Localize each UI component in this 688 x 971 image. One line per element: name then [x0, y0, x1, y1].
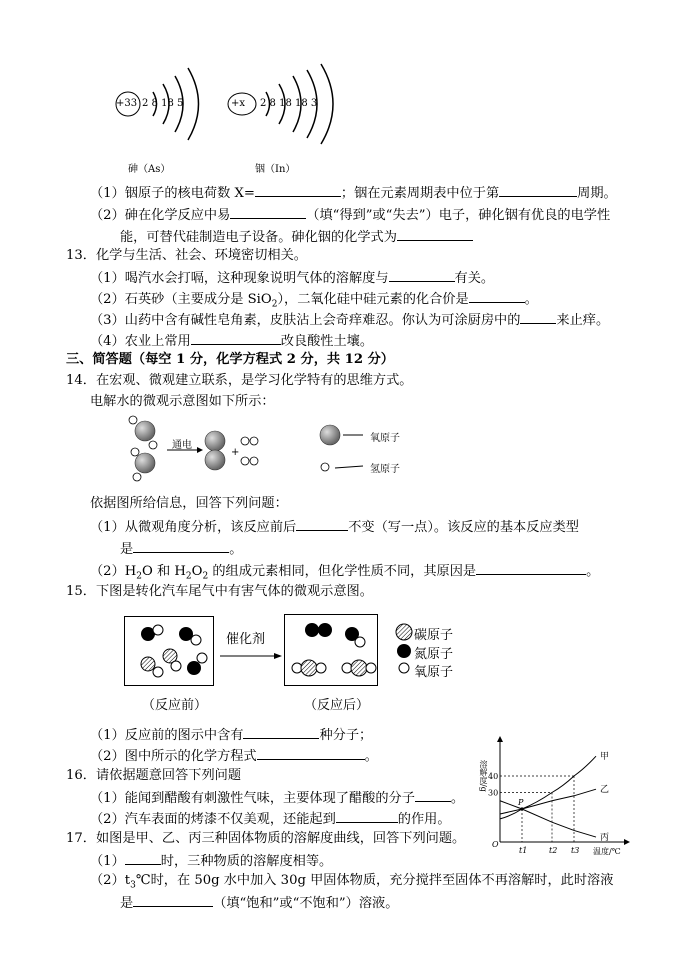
- indium-nucleus: +x: [231, 98, 246, 109]
- answer-blank[interactable]: [255, 184, 341, 197]
- before-label: （反应前）: [142, 698, 208, 713]
- q13-part3: （3）山药中含有碱性皂角素，皮肤沾上会奇痒难忍。你认为可涂厨房中的 来止痒。: [90, 313, 610, 328]
- q16-part1: （1）能闻到醋酸有刺激性气味，主要体现了醋酸的分子 。: [90, 791, 465, 806]
- q13-part1: （1）喝汽水会打嗝，这种现象说明气体的溶解度与 有关。: [90, 271, 495, 286]
- q17-part2: $(2)t_3℃$时，在 50g 水中加入 30g 甲固体物质，充分搅拌至固体不再溶解时，此时溶液: [90, 873, 614, 891]
- indium-shells: 2 8 18 18 3: [260, 98, 318, 109]
- legend-hydrogen: 氢原子: [370, 464, 400, 475]
- q17-stem: 17．如图是甲、乙、丙三种固体物质的溶解度曲线，回答下列问题。: [66, 831, 466, 846]
- indium-name: 铟（In）: [255, 164, 296, 175]
- legend-oxygen: 氧原子: [370, 433, 400, 444]
- answer-blank[interactable]: [133, 894, 213, 907]
- section-heading: 三、简答题（每空 1 分，化学方程式 2 分，共 12 分）: [66, 352, 394, 367]
- q14-part1-cont: 是 。: [120, 542, 243, 557]
- q12-part2-cont: 能，可替代硅制造电子设备。砷化铟的化学式为: [120, 228, 473, 246]
- answer-blank[interactable]: [191, 332, 281, 345]
- q17-part2-cont: 是 （填“饱和”或“不饱和”）溶液。: [120, 896, 399, 911]
- plus-sign: +: [231, 447, 240, 458]
- q12-part2: （2）砷在化学反应中易 （填“得到”或“失去”）电子，砷化铟有优良的电学性: [90, 208, 611, 223]
- q13-stem: 13．化学与生活、社会、环境密切相关。: [66, 248, 307, 263]
- arsenic-name: 砷（As）: [128, 164, 171, 175]
- answer-blank[interactable]: [389, 269, 455, 282]
- x-tick-label: t2: [549, 846, 558, 855]
- answer-blank[interactable]: [336, 810, 398, 823]
- series-label: 甲: [600, 752, 610, 763]
- arsenic-nucleus: +33: [116, 98, 138, 109]
- answer-blank[interactable]: [257, 747, 365, 760]
- q12-part1: （1）铟原子的核电荷数 X= ；铟在元素周期表中位于第 周期。: [90, 186, 617, 201]
- x-tick-label: t1: [519, 846, 528, 855]
- legend-oxygen-15: 氧原子: [414, 665, 454, 680]
- answer-blank[interactable]: [499, 184, 577, 197]
- chart-ylabel: 溶解度/g: [479, 760, 488, 792]
- after-label: （反应后）: [304, 698, 370, 713]
- answer-blank[interactable]: [469, 290, 525, 303]
- q16-stem: 16．请依据题意回答下列问题: [66, 768, 242, 783]
- chart-xlabel: 温度/℃: [593, 847, 621, 856]
- q15-stem: 15．下图是转化汽车尾气中有害气体的微观示意图。: [66, 584, 373, 599]
- q15-part1: （1）反应前的图示中含有 种分子；: [90, 728, 373, 743]
- q14-sub: 电解水的微观示意图如下所示：: [90, 394, 275, 409]
- arsenic-shells: 2 8 18 5: [142, 98, 184, 109]
- answer-blank[interactable]: [125, 852, 161, 865]
- answer-blank[interactable]: [243, 726, 319, 739]
- answer-blank[interactable]: [476, 562, 586, 575]
- curve-甲: [500, 756, 596, 819]
- series-label: 丙: [600, 833, 610, 844]
- legend-carbon: 碳原子: [414, 628, 454, 643]
- legend-nitrogen: 氮原子: [414, 647, 454, 662]
- series-label: 乙: [600, 785, 610, 796]
- answer-blank[interactable]: [397, 228, 473, 241]
- answer-blank[interactable]: [133, 540, 229, 553]
- answer-blank[interactable]: [296, 518, 348, 531]
- q16-part2: （2）汽车表面的烤漆不仅美观，还能起到 的作用。: [90, 812, 451, 827]
- chart-origin: O: [492, 840, 499, 849]
- x-tick-label: t3: [571, 846, 580, 855]
- q14-part1: （1）从微观角度分析，该反应前后 不变（写一点）。该反应的基本反应类型: [90, 520, 579, 535]
- answer-blank[interactable]: [230, 206, 306, 219]
- solubility-chart: [478, 736, 638, 860]
- curve-丙: [500, 801, 596, 837]
- answer-blank[interactable]: [415, 789, 451, 802]
- q15-part2: （2）图中所示的化学方程式 。: [90, 749, 378, 764]
- q14-part2: $(2)H_2O$ 和 $H_2O_2$ 的组成元素相同，但化学性质不同，其原因是 。: [90, 564, 600, 582]
- y-tick-label: 40: [488, 772, 499, 781]
- q13-part4: （4）农业上常用 改良酸性土壤。: [90, 334, 374, 349]
- arrow-label: 通电: [172, 440, 192, 451]
- q17-part1: （1） 时，三种物质的溶解度相等。: [90, 854, 333, 869]
- answer-blank[interactable]: [520, 311, 556, 324]
- q13-part2: （2）石英砂（主要成分是 SiO$_2$），二氧化硅中硅元素的化合价是 。: [90, 292, 538, 310]
- q14-stem: 14．在宏观、微观建立联系，是学习化学特有的思维方式。: [66, 373, 413, 388]
- curve-乙: [500, 789, 596, 814]
- q14-intro: 依据图所给信息，回答下列问题：: [90, 496, 288, 511]
- point-label: P: [518, 798, 524, 807]
- intersection-point: [520, 807, 523, 810]
- y-tick-label: 30: [488, 788, 499, 798]
- catalyst-label: 催化剂: [226, 632, 266, 647]
